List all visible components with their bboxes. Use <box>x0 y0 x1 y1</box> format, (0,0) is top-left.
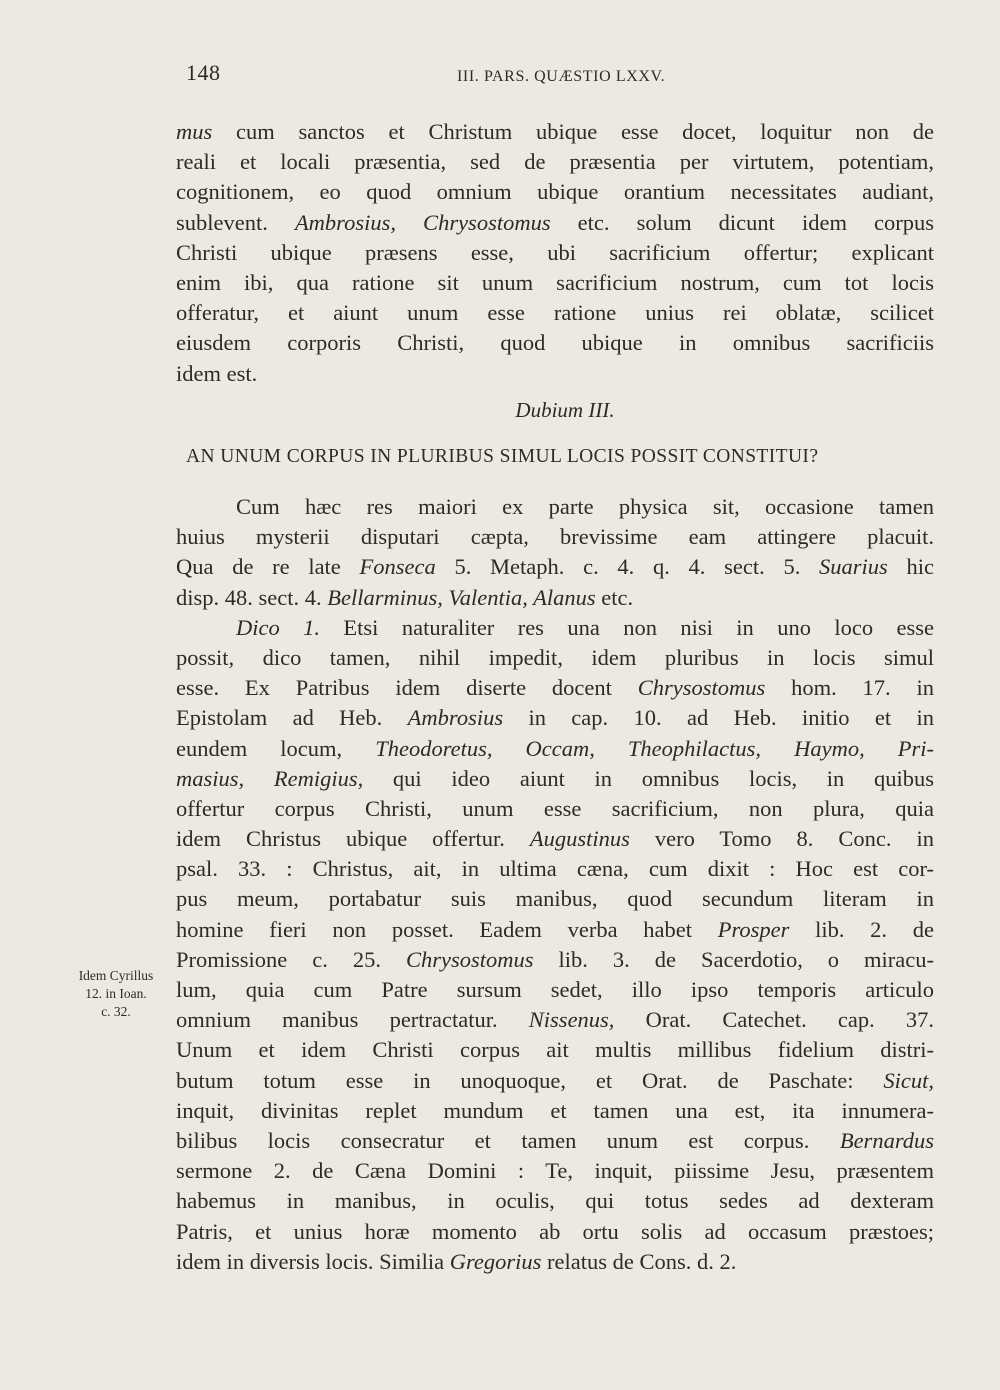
text-run: qui ideo aiunt in omnibus locis, in quibus <box>363 765 935 791</box>
text-line <box>176 583 934 613</box>
text-line <box>176 298 934 328</box>
text-run: omnium manibus pertractatur. <box>176 1007 529 1033</box>
text-run: in cap. 10. ad Heb. initio et in <box>503 705 934 731</box>
text-run: offertur corpus Christi, unum esse sacrificium, non plura, quia <box>176 795 934 821</box>
italic-name: Sicut, <box>883 1067 934 1093</box>
running-head: III. PARS. QUÆSTIO LXXV. <box>457 68 666 85</box>
text-run: habemus in manibus, in oculis, qui totus sedes ad dexteram <box>176 1188 934 1214</box>
text-run: disp. 48. sect. 4. <box>176 584 328 610</box>
text-run: Qua de re late <box>176 554 360 580</box>
text-line <box>176 854 934 884</box>
text-line <box>176 1066 934 1096</box>
text-run: pus meum, portabatur suis manibus, quod secundum literam in <box>176 886 934 912</box>
italic-name: masius, Remigius, <box>176 765 364 791</box>
text-run: lum, quia cum Patre sursum sedet, illo ipso temporis articulo <box>176 977 934 1002</box>
text-line <box>176 734 934 764</box>
italic-name: mus <box>176 119 213 144</box>
italic-name: Chrysostomus <box>637 675 766 701</box>
text-run: hom. 17. in <box>765 675 934 701</box>
text-line <box>176 552 934 582</box>
text-line <box>176 613 934 643</box>
text-line <box>176 884 934 914</box>
text-run: Promissione c. 25. <box>176 946 406 972</box>
text-line <box>176 1126 934 1156</box>
text-run: Patris, et unius horæ momento ab ortu solis ad occasum præstoes; <box>176 1218 934 1244</box>
text-line <box>176 238 934 268</box>
text-line <box>176 764 934 794</box>
text-run: relatus de Cons. d. 2. <box>541 1248 737 1274</box>
text-run: hic <box>887 554 934 580</box>
text-line <box>176 1096 934 1126</box>
text-run: sermone 2. de Cæna Domini : Te, inquit, piissime Jesu, præsentem <box>176 1158 934 1184</box>
text-run: homine fieri non posset. Eadem verba habet <box>176 916 718 942</box>
text-line <box>176 359 934 389</box>
italic-name: Suarius <box>819 554 888 580</box>
italic-name: Dico 1. <box>236 614 321 640</box>
italic-name: Nissenus, <box>528 1007 615 1033</box>
text-line <box>176 117 934 147</box>
text-line <box>176 208 934 238</box>
text-line <box>176 1247 934 1277</box>
text-run: 5. Metaph. c. 4. q. 4. sect. 5. <box>435 554 820 580</box>
text-run: possit, dico tamen, nihil impedit, idem pluribus in locis simul <box>176 644 934 670</box>
section-heading: Dubium III. <box>515 398 615 422</box>
italic-name: Fonseca <box>359 554 436 580</box>
text-run: etc. <box>595 584 634 610</box>
text-run: Unum et idem Christi corpus ait multis millibus fidelium distri- <box>176 1037 934 1063</box>
text-run: idem est. <box>176 360 258 386</box>
text-line <box>176 1005 934 1035</box>
text-line <box>176 147 934 177</box>
text-line <box>176 673 934 703</box>
text-run: butum totum esse in unoquoque, et Orat. de Paschate: <box>176 1067 884 1093</box>
text-run: lib. 2. de <box>789 916 934 942</box>
text-run: cum sanctos et Christum ubique esse docet, loquitur non de <box>212 119 934 144</box>
text-line <box>176 1217 934 1247</box>
page-number: 148 <box>186 60 221 85</box>
text-run: Etsi naturaliter res una non nisi in uno loco esse <box>320 614 934 640</box>
text-line <box>176 975 934 1005</box>
text-run: esse. Ex Patribus idem diserte docent <box>176 675 638 701</box>
margin-note-line: c. 32. <box>101 1004 131 1019</box>
text-run: reali et locali præsentia, sed de præsentia per virtutem, potentiam, <box>176 149 934 175</box>
italic-name: Chrysostomus <box>405 946 534 972</box>
italic-name: Ambrosius, Chrysostomus <box>294 209 551 235</box>
text-run: huius mysterii disputari cæpta, brevissime eam attingere placuit. <box>176 524 934 550</box>
italic-name: Ambrosius <box>407 705 504 731</box>
text-line <box>176 268 934 298</box>
text-line <box>176 177 934 207</box>
text-line <box>176 328 934 358</box>
italic-name: Bellarminus, Valentia, Alanus <box>327 584 596 610</box>
body-text-top <box>176 117 934 389</box>
body-text-main <box>176 492 934 1277</box>
text-line <box>176 492 934 522</box>
text-run: Cum hæc res maiori ex parte physica sit, occasione tamen <box>236 494 934 519</box>
text-run: Epistolam ad Heb. <box>176 705 408 731</box>
margin-note-line: 12. in Ioan. <box>85 986 147 1001</box>
text-line <box>176 824 934 854</box>
text-run: Christi ubique præsens esse, ubi sacrificium offertur; explicant <box>176 239 934 265</box>
text-line <box>176 522 934 552</box>
text-run: idem Christus ubique offertur. <box>176 826 530 852</box>
text-run: Orat. Catechet. cap. 37. <box>614 1007 934 1033</box>
text-line <box>176 915 934 945</box>
text-run: psal. 33. : Christus, ait, in ultima cæna, cum dixit : Hoc est cor- <box>176 856 934 882</box>
text-line <box>176 1186 934 1216</box>
italic-name: Augustinus <box>529 826 630 852</box>
italic-name: Gregorius <box>449 1248 542 1274</box>
text-run: cognitionem, eo quod omnium ubique orantium necessitates audiant, <box>176 179 934 205</box>
text-line <box>176 945 934 975</box>
text-run: vero Tomo 8. Conc. in <box>629 826 934 852</box>
text-run: inquit, divinitas replet mundum et tamen una est, ita innumera- <box>176 1097 934 1123</box>
italic-name: Bernardus <box>839 1127 934 1153</box>
text-run: lib. 3. de Sacerdotio, o miracu- <box>533 946 935 972</box>
text-run: idem in diversis locis. Similia <box>176 1248 450 1274</box>
text-line <box>176 703 934 733</box>
margin-note <box>60 967 172 1021</box>
margin-note-line: Idem Cyrillus <box>78 968 154 983</box>
text-line <box>176 794 934 824</box>
italic-name: Prosper <box>717 916 790 942</box>
text-run: offeratur, et aiunt unum esse ratione unius rei oblatæ, scilicet <box>176 300 934 326</box>
text-run: eiusdem corporis Christi, quod ubique in omnibus sacrificiis <box>176 330 934 356</box>
question-title: AN UNUM CORPUS IN PLURIBUS SIMUL LOCIS POSSIT CONSTITUI? <box>186 446 819 467</box>
text-line <box>176 643 934 673</box>
text-run: sublevent. <box>176 209 295 235</box>
text-run: bilibus locis consecratur et tamen unum est corpus. <box>176 1127 840 1153</box>
text-line <box>176 1156 934 1186</box>
text-run: etc. solum dicunt idem corpus <box>550 209 934 235</box>
italic-name: Theodoretus, Occam, Theophilactus, Haymo, Pri- <box>375 735 934 761</box>
text-run: enim ibi, qua ratione sit unum sacrificium nostrum, cum tot locis <box>176 269 934 295</box>
text-line <box>176 1035 934 1065</box>
text-run: eundem locum, <box>176 735 376 761</box>
